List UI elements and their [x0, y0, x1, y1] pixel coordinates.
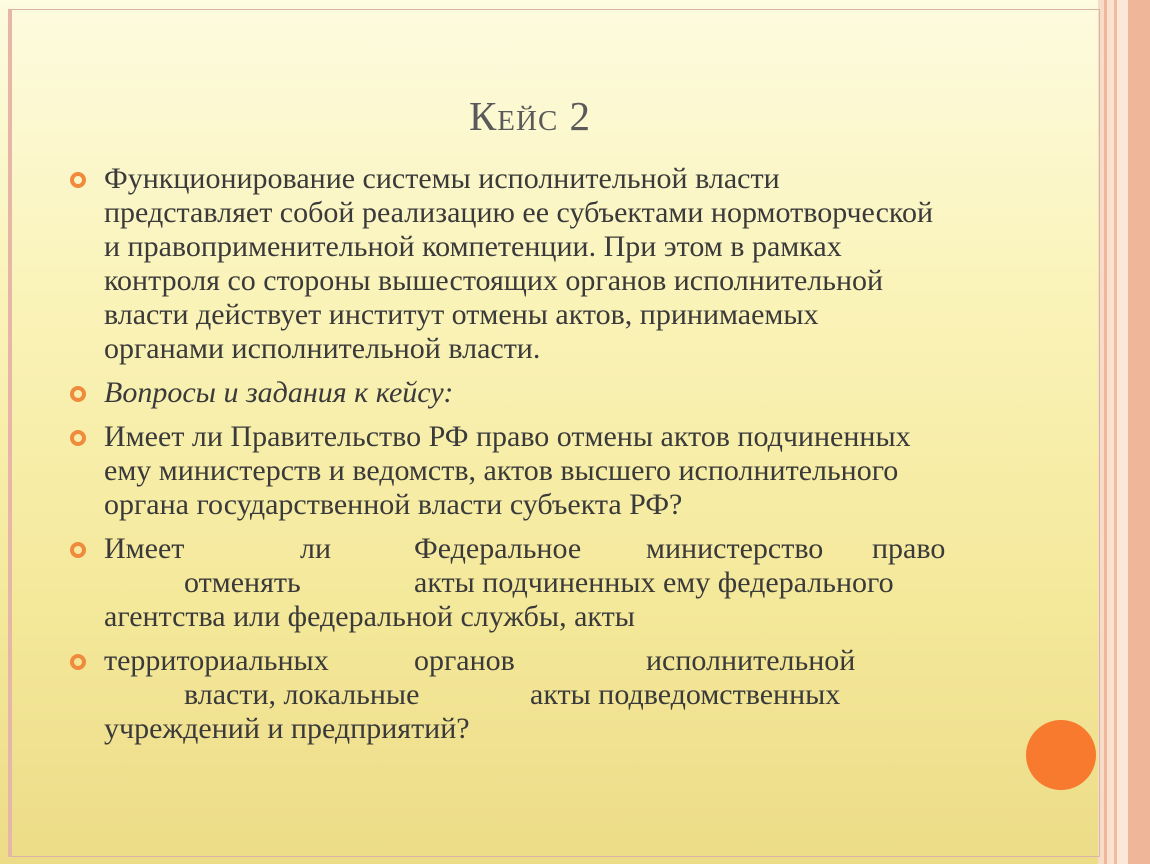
bullet-ring-icon [70, 654, 86, 670]
bullet-ring-icon [70, 386, 86, 402]
justified-line: власти, локальные акты подведомственных [184, 678, 841, 711]
justified-line: территориальных органов исполнительной [104, 644, 856, 677]
justified-line: отменять акты подчиненных ему федерального [184, 566, 894, 599]
slide-title: Кейс 2 [468, 93, 592, 139]
bullet-question-1: Имеет ли Правительство РФ право отмены актов подчиненных ему министерств и ведомств, актов высшего исполнительного органа государственной власти субъекта РФ? [70, 420, 1060, 522]
bullet-questions-heading: Вопросы и задания к кейсу: [70, 376, 1060, 410]
slide-content [70, 162, 1060, 756]
justified-line: Имеет ли Федеральное министерство право [104, 532, 946, 565]
bullet-ring-icon [70, 542, 86, 558]
bullet-question-2: Имеет ли Федеральное министерство право отменять акты подчиненных ему федерального агентства или федеральной службы, акты [70, 532, 1060, 634]
bullet-question-3: территориальных органов исполнительной власти, локальные акты подведомственных учреждений и предприятий? [70, 644, 1060, 746]
bullet-ring-icon [70, 430, 86, 446]
bullet-case-description: Функционирование системы исполнительной власти представляет собой реализацию ее субъектами нормотворческой и правоприменительной компетенции. При этом в рамках контроля со стороны вышестоящих органов исполнительной власти действует институт отмены актов, принимаемых органами исполнительной власти. [70, 162, 1060, 366]
bullet-ring-icon [70, 172, 86, 188]
decorative-orange-circle [1026, 720, 1096, 790]
decorative-stripes [1098, 0, 1150, 864]
